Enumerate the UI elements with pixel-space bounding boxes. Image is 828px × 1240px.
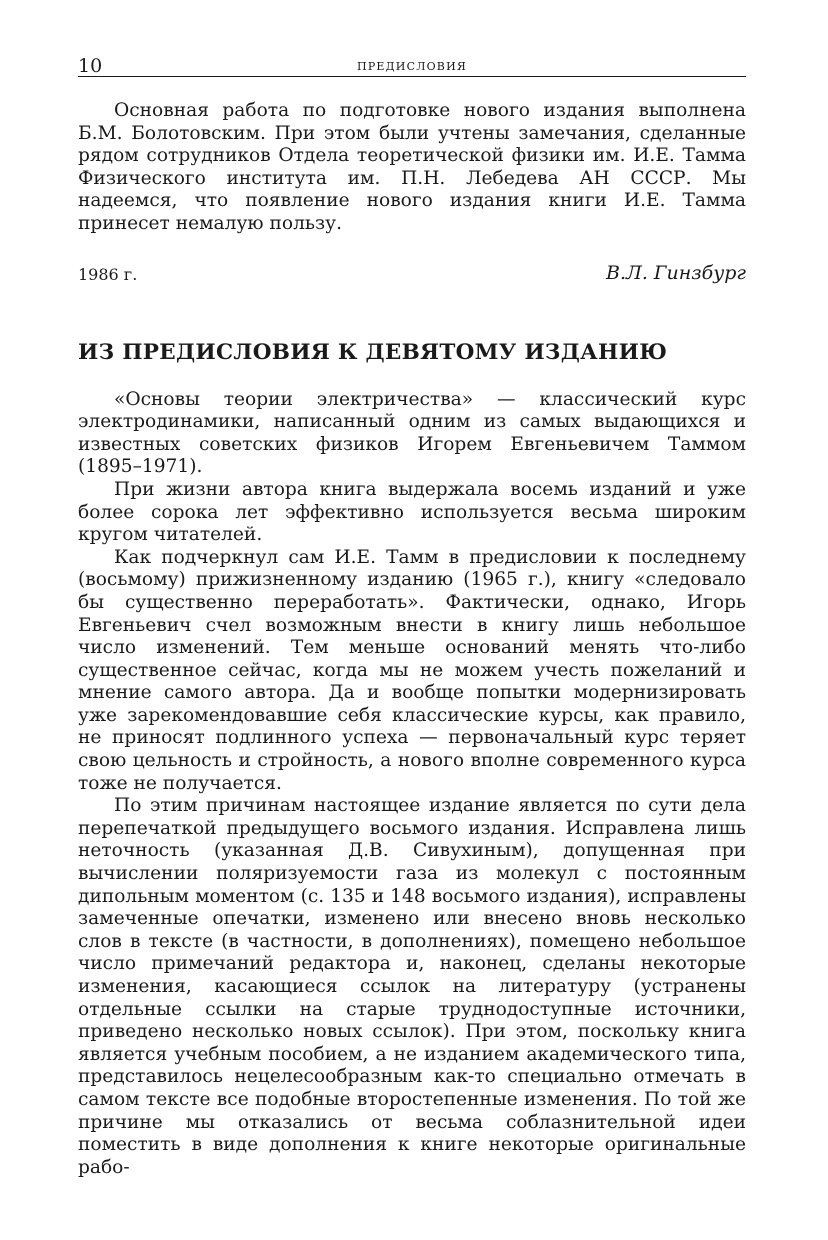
body-paragraph: По этим причинам настоящее издание является по сути дела перепечаткой предыдущего восьмого издания. Исправлена лишь неточность (указанная Д.В. Сивухиным), допущенная при вычислении поляризуемости газа из молекул с постоянным дипольным моментом (с. 135 и 148 восьмого издания), исправлены замеченные опечатки, изменено или внесено вновь несколько слов в тексте (в частности, в дополнениях), помещено небольшое число примечаний редактора и, наконец, сделаны некоторые изменения, касающиеся ссылок на литературу (устранены отдельные ссылки на старые труднодоступные источники, приведено несколько новых ссылок). При этом, поскольку книга является учебным пособием, а не изданием академического типа, представилось нецелесообразным как-то специально отмечать в самом тексте все подобные второстепенные изменения. По той же причине мы отказались от весьма соблазнительной идеи поместить в виде дополнения к книге некоторые оригинальные рабо- xyxy=(78,795,746,1178)
body-paragraph: При жизни автора книга выдержала восемь изданий и уже более сорока лет эффективно используется весьма широким кругом читателей. xyxy=(78,478,746,546)
signature-author: В.Л. Гинзбург xyxy=(605,261,746,284)
section-title: ИЗ ПРЕДИСЛОВИЯ К ДЕВЯТОМУ ИЗДАНИЮ xyxy=(78,339,668,365)
section-body xyxy=(78,389,746,1180)
signature-year: 1986 г. xyxy=(78,264,138,284)
running-title: ПРЕДИСЛОВИЯ xyxy=(357,60,467,73)
book-page xyxy=(78,52,746,1179)
signature-row xyxy=(78,262,746,286)
running-head xyxy=(78,52,746,77)
body-paragraph: Как подчеркнул сам И.Е. Тамм в предисловии к последнему (восьмому) прижизненному изданию (1965 г.), книгу «следовало бы существенно переработать». Фактически, однако, Игорь Евгеньевич счел возможным внести в книгу лишь небольшое число изменений. Тем меньше оснований менять что-либо существенное сейчас, когда мы не можем учесть пожеланий и мнение самого автора. Да и вообще попытки модернизировать уже зарекомендовавшие себя классические курсы, как правило, не приносят подлинного успеха — первоначальный курс теряет свою цельность и стройность, а нового вполне современного курса тоже не получается. xyxy=(78,546,746,794)
intro-paragraph: Основная работа по подготовке нового издания выполнена Б.М. Болотовским. При этом были учтены замечания, сделанные рядом сотрудников Отдела теоретической физики им. И.Е. Тамма Физического института им. П.Н. Лебедева АН СССР. Мы надеемся, что появление нового издания книги И.Е. Тамма принесет немалую пользу. xyxy=(78,100,746,234)
page-number: 10 xyxy=(78,55,103,77)
body-paragraph: «Основы теории электричества» — классический курс электродинамики, написанный одним из самых выдающихся и известных советских физиков Игорем Евгеньевичем Таммом (1895–1971). xyxy=(78,388,746,478)
